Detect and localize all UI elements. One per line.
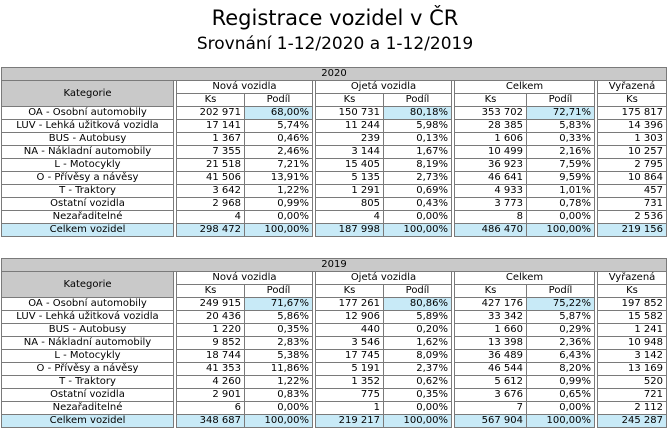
category-cell: LUV - Lehká užitková vozidla xyxy=(2,120,174,133)
celkem-ks-cell: 46 641 xyxy=(455,172,527,185)
nova-ks-cell: 2 901 xyxy=(177,389,245,402)
nova-podil-cell: 2,46% xyxy=(245,146,313,159)
celkem-podil-cell: 72,71% xyxy=(527,107,595,120)
table-row xyxy=(2,402,667,415)
nova-ks-cell: 249 915 xyxy=(177,298,245,311)
celkem-ks-cell: 36 489 xyxy=(455,350,527,363)
ks-subheader: Ks xyxy=(455,285,527,298)
nova-ks-cell: 4 260 xyxy=(177,376,245,389)
category-cell: L - Motocykly xyxy=(2,350,174,363)
ojeta-ks-cell: 5 191 xyxy=(316,363,384,376)
celkem-podil-cell: 0,65% xyxy=(527,389,595,402)
vyrazena-cell: 10 948 xyxy=(598,337,667,350)
podil-subheader: Podíl xyxy=(384,94,452,107)
ojeta-podil-cell: 8,19% xyxy=(384,159,452,172)
ojeta-ks-cell: 1 291 xyxy=(316,185,384,198)
ojeta-podil-cell: 1,62% xyxy=(384,337,452,350)
nova-ks-cell: 4 xyxy=(177,211,245,224)
vyrazena-header: Vyřazená xyxy=(598,81,667,94)
ojeta-podil-cell: 0,69% xyxy=(384,185,452,198)
ks-subheader: Ks xyxy=(177,94,245,107)
ojeta-podil-cell: 0,00% xyxy=(384,211,452,224)
ojeta-podil-cell: 0,13% xyxy=(384,133,452,146)
ojeta-podil-cell: 1,67% xyxy=(384,146,452,159)
nova-podil-cell: 13,91% xyxy=(245,172,313,185)
celkem-podil-cell: 75,22% xyxy=(527,298,595,311)
category-cell: Ostatní vozidla xyxy=(2,198,174,211)
vyrazena-cell: 14 396 xyxy=(598,120,667,133)
ojeta-ks-cell: 3 546 xyxy=(316,337,384,350)
category-cell: O - Přívěsy a návěsy xyxy=(2,363,174,376)
nova-ks-cell: 3 642 xyxy=(177,185,245,198)
vyrazena-cell: 2 112 xyxy=(598,402,667,415)
ojeta-ks-cell: 775 xyxy=(316,389,384,402)
table-row xyxy=(2,198,667,211)
ojeta-podil-cell: 2,37% xyxy=(384,363,452,376)
celkem-ks-cell: 7 xyxy=(455,402,527,415)
celkem-ks-cell: 4 933 xyxy=(455,185,527,198)
celkem-podil-cell: 2,16% xyxy=(527,146,595,159)
vyrazena-cell: 1 241 xyxy=(598,324,667,337)
celkem-podil-cell: 0,33% xyxy=(527,133,595,146)
ojeta-ks-cell: 177 261 xyxy=(316,298,384,311)
celkem-ks-cell: 33 342 xyxy=(455,311,527,324)
nova-ks-cell: 9 852 xyxy=(177,337,245,350)
ks-subheader: Ks xyxy=(598,285,667,298)
ojeta-ks-cell: 805 xyxy=(316,198,384,211)
table-row xyxy=(2,146,667,159)
ks-subheader: Ks xyxy=(316,94,384,107)
table-row xyxy=(2,172,667,185)
celkem-ks-cell: 13 398 xyxy=(455,337,527,350)
nova-ks-cell: 20 436 xyxy=(177,311,245,324)
ojeta-ks-cell: 4 xyxy=(316,211,384,224)
nova-podil-cell: 11,86% xyxy=(245,363,313,376)
ojeta-podil-cell: 0,35% xyxy=(384,389,452,402)
table-row xyxy=(2,107,667,120)
category-cell: BUS - Autobusy xyxy=(2,324,174,337)
celkem-ks-cell: 1 660 xyxy=(455,324,527,337)
nova-ks-cell: 17 141 xyxy=(177,120,245,133)
category-cell: T - Traktory xyxy=(2,185,174,198)
page-subtitle: Srovnání 1-12/2020 a 1-12/2019 xyxy=(196,34,474,54)
table-row xyxy=(2,415,667,428)
ojeta-ks-cell: 150 731 xyxy=(316,107,384,120)
nova-ks-cell: 18 744 xyxy=(177,350,245,363)
category-cell: LUV - Lehká užitková vozidla xyxy=(2,311,174,324)
ojeta-ks-cell: 219 217 xyxy=(316,415,384,428)
category-cell: Nezařaditelné xyxy=(2,402,174,415)
celkem-ks-cell: 5 612 xyxy=(455,376,527,389)
table-row xyxy=(2,211,667,224)
table-row xyxy=(2,389,667,402)
nova-podil-cell: 7,21% xyxy=(245,159,313,172)
category-cell: NA - Nákladní automobily xyxy=(2,337,174,350)
celkem-ks-cell: 46 544 xyxy=(455,363,527,376)
ks-subheader: Ks xyxy=(177,285,245,298)
nova-ks-cell: 41 506 xyxy=(177,172,245,185)
celkem-podil-cell: 0,00% xyxy=(527,211,595,224)
nova-podil-cell: 2,83% xyxy=(245,337,313,350)
nova-podil-cell: 5,74% xyxy=(245,120,313,133)
category-cell: Celkem vozidel xyxy=(2,224,174,237)
celkem-ks-cell: 28 385 xyxy=(455,120,527,133)
ojeta-podil-cell: 80,86% xyxy=(384,298,452,311)
nova-vozidla-header: Nová vozidla xyxy=(177,272,313,285)
ojeta-ks-cell: 12 906 xyxy=(316,311,384,324)
nova-podil-cell: 0,83% xyxy=(245,389,313,402)
nova-ks-cell: 202 971 xyxy=(177,107,245,120)
table-row xyxy=(2,376,667,389)
ojeta-podil-cell: 8,09% xyxy=(384,350,452,363)
ojeta-ks-cell: 5 135 xyxy=(316,172,384,185)
table-row xyxy=(2,324,667,337)
ojeta-ks-cell: 3 144 xyxy=(316,146,384,159)
year-header: 2020 xyxy=(2,68,667,81)
celkem-podil-cell: 5,87% xyxy=(527,311,595,324)
nova-ks-cell: 1 367 xyxy=(177,133,245,146)
celkem-podil-cell: 8,20% xyxy=(527,363,595,376)
nova-ks-cell: 348 687 xyxy=(177,415,245,428)
nova-podil-cell: 0,35% xyxy=(245,324,313,337)
registration-table-2019 xyxy=(1,258,667,428)
vyrazena-cell: 10 257 xyxy=(598,146,667,159)
nova-podil-cell: 100,00% xyxy=(245,224,313,237)
category-cell: Celkem vozidel xyxy=(2,415,174,428)
podil-subheader: Podíl xyxy=(384,285,452,298)
celkem-ks-cell: 8 xyxy=(455,211,527,224)
celkem-podil-cell: 0,99% xyxy=(527,376,595,389)
nova-vozidla-header: Nová vozidla xyxy=(177,81,313,94)
category-cell: O - Přívěsy a návěsy xyxy=(2,172,174,185)
category-cell: L - Motocykly xyxy=(2,159,174,172)
vyrazena-cell: 2 536 xyxy=(598,211,667,224)
vyrazena-cell: 520 xyxy=(598,376,667,389)
nova-ks-cell: 298 472 xyxy=(177,224,245,237)
nova-podil-cell: 0,46% xyxy=(245,133,313,146)
podil-subheader: Podíl xyxy=(245,94,313,107)
nova-ks-cell: 41 353 xyxy=(177,363,245,376)
vyrazena-cell: 197 852 xyxy=(598,298,667,311)
nova-ks-cell: 2 968 xyxy=(177,198,245,211)
ojeta-podil-cell: 0,00% xyxy=(384,402,452,415)
vyrazena-header: Vyřazená xyxy=(598,272,667,285)
vyrazena-cell: 175 817 xyxy=(598,107,667,120)
table-row xyxy=(2,363,667,376)
celkem-podil-cell: 0,29% xyxy=(527,324,595,337)
podil-subheader: Podíl xyxy=(527,94,595,107)
celkem-podil-cell: 5,83% xyxy=(527,120,595,133)
table-row xyxy=(2,159,667,172)
celkem-podil-cell: 0,00% xyxy=(527,402,595,415)
ojeta-podil-cell: 100,00% xyxy=(384,224,452,237)
table-row xyxy=(2,133,667,146)
ojeta-ks-cell: 11 244 xyxy=(316,120,384,133)
ojeta-ks-cell: 440 xyxy=(316,324,384,337)
table-row xyxy=(2,298,667,311)
year-header: 2019 xyxy=(2,259,667,272)
ojeta-podil-cell: 0,43% xyxy=(384,198,452,211)
celkem-ks-cell: 567 904 xyxy=(455,415,527,428)
nova-podil-cell: 5,86% xyxy=(245,311,313,324)
ojeta-ks-cell: 187 998 xyxy=(316,224,384,237)
ojeta-ks-cell: 15 405 xyxy=(316,159,384,172)
celkem-ks-cell: 353 702 xyxy=(455,107,527,120)
ojeta-vozidla-header: Ojetá vozidla xyxy=(316,272,452,285)
ojeta-podil-cell: 2,73% xyxy=(384,172,452,185)
table-row xyxy=(2,337,667,350)
table-row xyxy=(2,120,667,133)
celkem-podil-cell: 6,43% xyxy=(527,350,595,363)
vyrazena-cell: 3 142 xyxy=(598,350,667,363)
vyrazena-cell: 731 xyxy=(598,198,667,211)
celkem-ks-cell: 3 676 xyxy=(455,389,527,402)
page-title: Registrace vozidel v ČR xyxy=(211,6,459,30)
category-cell: Nezařaditelné xyxy=(2,211,174,224)
nova-podil-cell: 1,22% xyxy=(245,185,313,198)
table-row xyxy=(2,185,667,198)
celkem-ks-cell: 486 470 xyxy=(455,224,527,237)
celkem-ks-cell: 1 606 xyxy=(455,133,527,146)
table-row xyxy=(2,224,667,237)
celkem-podil-cell: 9,59% xyxy=(527,172,595,185)
ojeta-podil-cell: 5,89% xyxy=(384,311,452,324)
ojeta-ks-cell: 1 xyxy=(316,402,384,415)
celkem-ks-cell: 427 176 xyxy=(455,298,527,311)
celkem-ks-cell: 36 923 xyxy=(455,159,527,172)
ojeta-vozidla-header: Ojetá vozidla xyxy=(316,81,452,94)
celkem-ks-cell: 3 773 xyxy=(455,198,527,211)
ojeta-ks-cell: 1 352 xyxy=(316,376,384,389)
ojeta-podil-cell: 80,18% xyxy=(384,107,452,120)
vyrazena-cell: 245 287 xyxy=(598,415,667,428)
celkem-header: Celkem xyxy=(455,272,595,285)
vyrazena-cell: 721 xyxy=(598,389,667,402)
category-cell: BUS - Autobusy xyxy=(2,133,174,146)
nova-ks-cell: 6 xyxy=(177,402,245,415)
category-cell: NA - Nákladní automobily xyxy=(2,146,174,159)
celkem-ks-cell: 10 499 xyxy=(455,146,527,159)
nova-podil-cell: 100,00% xyxy=(245,415,313,428)
nova-podil-cell: 0,99% xyxy=(245,198,313,211)
ojeta-ks-cell: 239 xyxy=(316,133,384,146)
nova-ks-cell: 1 220 xyxy=(177,324,245,337)
podil-subheader: Podíl xyxy=(527,285,595,298)
vyrazena-cell: 2 795 xyxy=(598,159,667,172)
vyrazena-cell: 13 169 xyxy=(598,363,667,376)
nova-ks-cell: 21 518 xyxy=(177,159,245,172)
kategorie-header: Kategorie xyxy=(2,272,174,298)
celkem-podil-cell: 0,78% xyxy=(527,198,595,211)
nova-podil-cell: 71,67% xyxy=(245,298,313,311)
vyrazena-cell: 15 582 xyxy=(598,311,667,324)
nova-podil-cell: 1,22% xyxy=(245,376,313,389)
podil-subheader: Podíl xyxy=(245,285,313,298)
category-cell: T - Traktory xyxy=(2,376,174,389)
nova-podil-cell: 0,00% xyxy=(245,402,313,415)
table-row xyxy=(2,311,667,324)
celkem-podil-cell: 100,00% xyxy=(527,224,595,237)
vyrazena-cell: 457 xyxy=(598,185,667,198)
category-cell: OA - Osobní automobily xyxy=(2,107,174,120)
nova-ks-cell: 7 355 xyxy=(177,146,245,159)
vyrazena-cell: 219 156 xyxy=(598,224,667,237)
celkem-podil-cell: 100,00% xyxy=(527,415,595,428)
ks-subheader: Ks xyxy=(455,94,527,107)
celkem-podil-cell: 7,59% xyxy=(527,159,595,172)
category-cell: Ostatní vozidla xyxy=(2,389,174,402)
kategorie-header: Kategorie xyxy=(2,81,174,107)
ojeta-ks-cell: 17 745 xyxy=(316,350,384,363)
celkem-podil-cell: 2,36% xyxy=(527,337,595,350)
celkem-header: Celkem xyxy=(455,81,595,94)
ojeta-podil-cell: 0,20% xyxy=(384,324,452,337)
table-row xyxy=(2,350,667,363)
registration-table-2020 xyxy=(1,67,667,237)
nova-podil-cell: 0,00% xyxy=(245,211,313,224)
celkem-podil-cell: 1,01% xyxy=(527,185,595,198)
vyrazena-cell: 10 864 xyxy=(598,172,667,185)
nova-podil-cell: 68,00% xyxy=(245,107,313,120)
ojeta-podil-cell: 0,62% xyxy=(384,376,452,389)
ojeta-podil-cell: 100,00% xyxy=(384,415,452,428)
nova-podil-cell: 5,38% xyxy=(245,350,313,363)
ks-subheader: Ks xyxy=(598,94,667,107)
category-cell: OA - Osobní automobily xyxy=(2,298,174,311)
vyrazena-cell: 1 303 xyxy=(598,133,667,146)
ojeta-podil-cell: 5,98% xyxy=(384,120,452,133)
ks-subheader: Ks xyxy=(316,285,384,298)
